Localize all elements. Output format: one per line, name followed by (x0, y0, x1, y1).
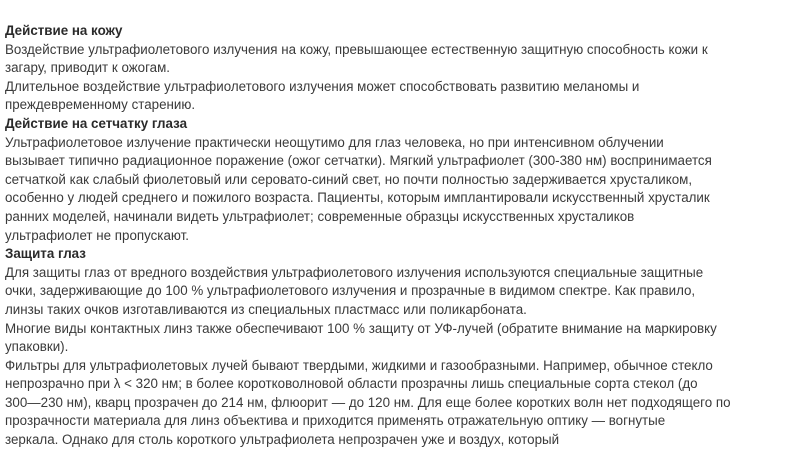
section-heading-eye-protection: Защита глаз (5, 246, 86, 262)
paragraph-line: прозрачности материала для линз объектива и приходится применять отражательную оптику — вогнутые (5, 413, 666, 429)
paragraph-line: Воздействие ультрафиолетового излучения на кожу, превышающее естественную защитную способность кожи к (5, 41, 708, 57)
section-heading-retina: Действие на сетчатку глаза (5, 115, 188, 131)
document-body (5, 22, 797, 450)
paragraph-line: ранних моделей, начинали видеть ультрафиолет; современные образцы искусственных хрусталиков (5, 208, 635, 224)
paragraph-line: сетчаткой как слабый фиолетовый или серовато-синий свет, но почти полностью задерживается хрусталиком, (5, 171, 693, 187)
paragraph-line: Многие виды контактных линз также обеспечивают 100 % защиту от УФ-лучей (обратите внимание на маркировку (5, 320, 717, 336)
paragraph-line: загару, приводит к ожогам. (5, 60, 170, 76)
paragraph-line: линзы таких очков изготавливаются из специальных пластмасс или поликарбоната. (5, 301, 527, 317)
paragraph-line: Для защиты глаз от вредного воздействия ультрафиолетового излучения используются специальные защитные (5, 264, 704, 280)
paragraph-line: 300—230 нм), кварц прозрачен до 214 нм, флюорит — до 120 нм. Для еще более коротких волн нет подходящего по (5, 394, 731, 410)
paragraph-line: преждевременному старению. (5, 97, 196, 113)
paragraph-line: Ультрафиолетовое излучение практически неощутимо для глаз человека, но при интенсивном облучении (5, 134, 664, 150)
paragraph-line: особенно у людей среднего и пожилого возраста. Пациенты, которым имплантировали искусственный хрусталик (5, 190, 710, 206)
section-heading-skin: Действие на кожу (5, 23, 123, 38)
paragraph-line: ультрафиолет не пропускают. (5, 227, 189, 243)
paragraph-line: упаковки). (5, 339, 69, 355)
paragraph-line: очки, задерживающие до 100 % ультрафиолетового излучения и прозрачные в видимом спектре. Как правило, (5, 283, 696, 299)
paragraph-line: вызывает типично радиационное поражение (ожог сетчатки). Мягкий ультрафиолет (300-380 нм) воспринимается (5, 153, 712, 169)
paragraph-line: непрозрачно при λ < 320 нм; в более коротковолновой области прозрачны лишь специальные сорта стекол (до (5, 376, 698, 392)
paragraph-line: Длительное воздействие ультрафиолетового излучения может способствовать развитию меланомы и (5, 78, 640, 94)
paragraph-line: Фильтры для ультрафиолетовых лучей бывают твердыми, жидкими и газообразными. Например, обычное стекло (5, 357, 713, 373)
paragraph-line: зеркала. Однако для столь короткого ультрафиолета непрозрачен уже и воздух, который (5, 432, 560, 448)
